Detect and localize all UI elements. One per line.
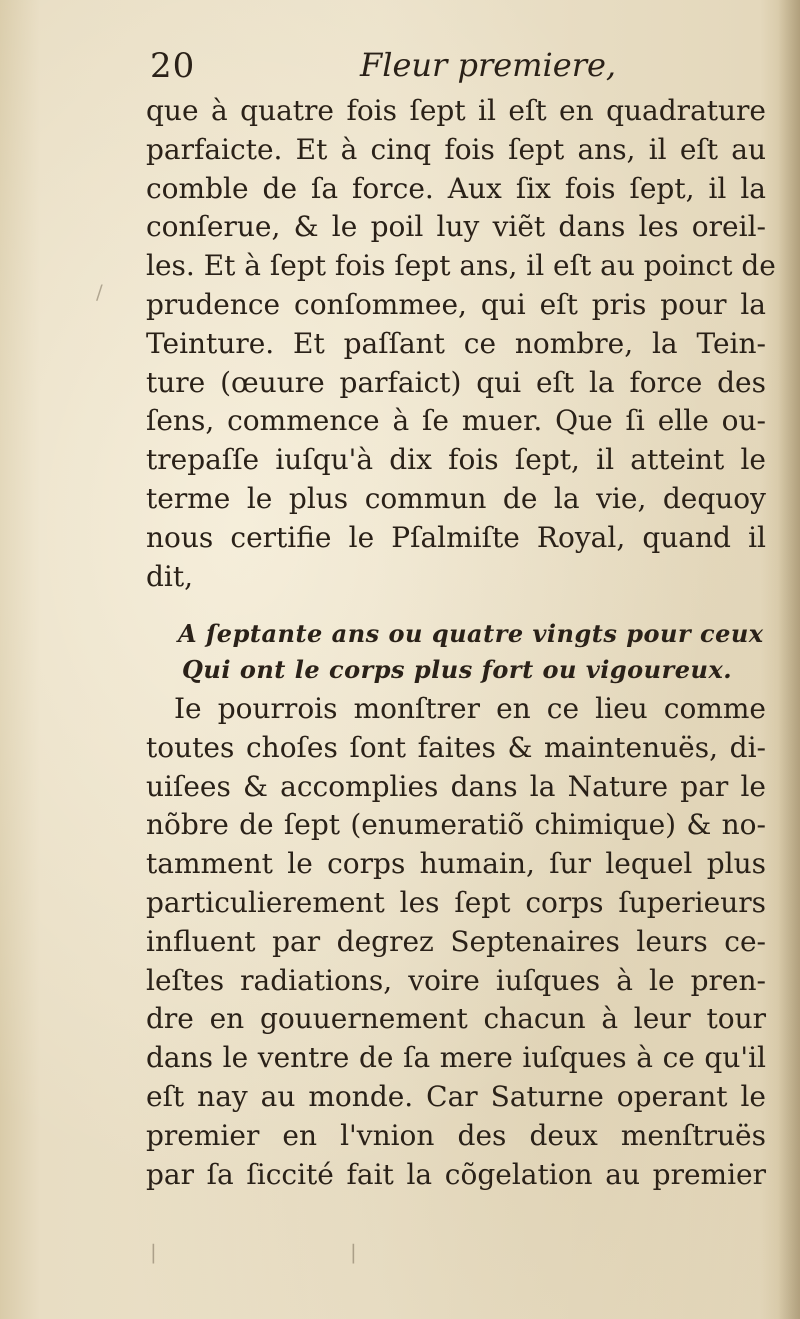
page-header: [150, 46, 630, 90]
text-line: influent par degrez Septenaires leurs ce-: [146, 924, 766, 958]
text-line: prudence conſommee, qui eſt pris pour la: [146, 287, 766, 321]
text-line: particulierement les ſept corps ſuperieurs: [146, 885, 766, 919]
text-line: par ſa ſiccité fait la cõgelation au premier: [146, 1157, 766, 1191]
text-line: ture (œuure parfaict) qui eſt la force des: [146, 365, 766, 399]
text-line: les. Et à ſept fois ſept ans, il eſt au poinct de: [146, 249, 776, 283]
page-edge-shadow: [778, 0, 800, 1319]
verse-quotation: [178, 616, 768, 688]
text-line: comble de ſa force. Aux ſix fois ſept, il la: [146, 171, 766, 205]
verse-line: Qui ont le corps plus fort ou vigoureux.: [182, 655, 733, 684]
text-line: ſens, commence à ſe muer. Que ſi elle ou-: [146, 404, 766, 438]
text-line: trepaſſe iuſqu'à dix fois ſept, il atteint le: [146, 443, 766, 477]
text-line: conſerue, & le poil luy viẽt dans les oreil-: [146, 210, 766, 244]
text-line: dans le ventre de ſa mere iuſques à ce qu'il: [146, 1041, 766, 1075]
text-line: nous certifie le Pſalmiſte Royal, quand il: [146, 520, 766, 554]
paper-mark: |: [150, 1240, 157, 1264]
text-line: uiſees & accomplies dans la Nature par le: [146, 769, 766, 803]
text-line: nõbre de ſept (enumeratiõ chimique) & no-: [146, 808, 766, 842]
text-line: toutes choſes ſont faites & maintenuës, di-: [146, 730, 766, 764]
text-line: dre en gouuernement chacun à leur tour: [146, 1002, 766, 1036]
text-line: que à quatre fois ſept il eſt en quadrature: [146, 94, 766, 127]
text-line: dit,: [146, 559, 194, 593]
text-line: leſtes radiations, voire iuſques à le pren-: [146, 963, 766, 997]
text-line: Teinture. Et paſſant ce nombre, la Tein-: [146, 326, 766, 360]
running-title: Fleur premiere,: [360, 46, 617, 84]
verse-line: A ſeptante ans ou quatre vingts pour ceux: [178, 619, 764, 648]
main-paragraph: [146, 92, 776, 596]
text-line: eſt nay au monde. Car Saturne operant le: [146, 1079, 766, 1113]
second-paragraph: [146, 690, 766, 1194]
text-line: Ie pourrois monſtrer en ce lieu comme: [174, 692, 766, 725]
paper-mark: /: [96, 280, 103, 304]
page-number: 20: [150, 46, 196, 86]
text-line: parfaicte. Et à cinq fois ſept ans, il eſt au: [146, 132, 766, 166]
paper-mark: |: [350, 1240, 357, 1264]
text-line: tamment le corps humain, ſur lequel plus: [146, 847, 766, 881]
text-line: premier en l'vnion des deux menſtruës: [146, 1118, 766, 1152]
text-line: terme le plus commun de la vie, dequoy: [146, 481, 766, 515]
